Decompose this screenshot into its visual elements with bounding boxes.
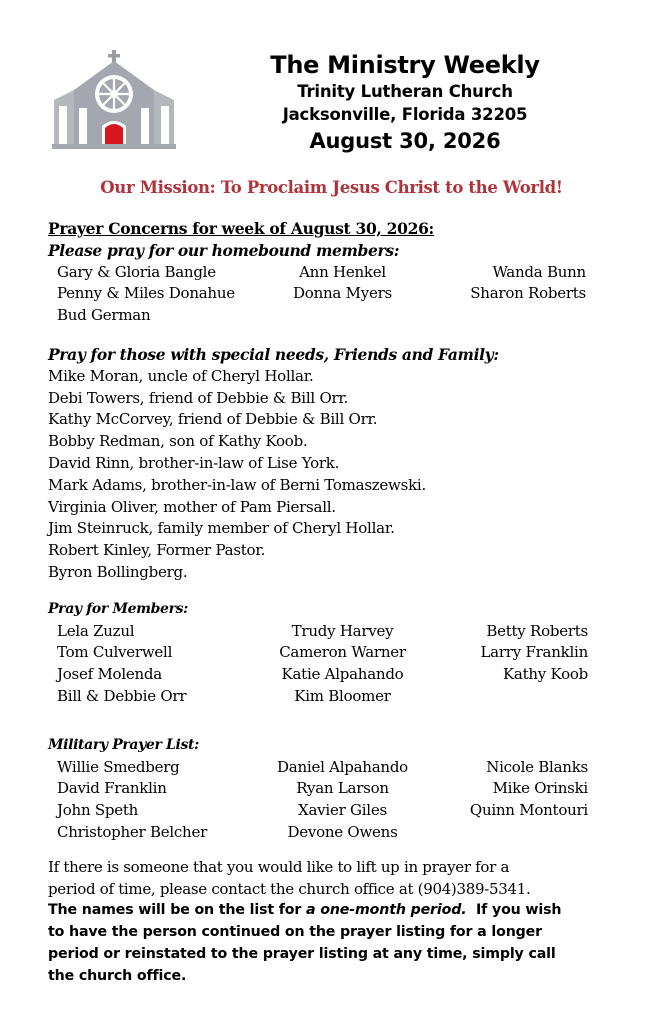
closing-line bbox=[48, 900, 628, 922]
closing-line: If there is someone that you would like to lift up in prayer for a bbox=[48, 857, 510, 876]
list-item: Wanda Bunn bbox=[492, 262, 586, 281]
special-needs-list bbox=[48, 366, 628, 584]
list-item: Bobby Redman, son of Kathy Koob. bbox=[48, 432, 308, 451]
list-item: Kim Bloomer bbox=[294, 686, 391, 705]
special-needs-heading: Pray for those with special needs, Friends and Family: bbox=[48, 344, 499, 364]
list-item: Debi Towers, friend of Debbie & Bill Orr. bbox=[48, 388, 349, 407]
homebound-list bbox=[48, 262, 628, 327]
list-item bbox=[438, 822, 628, 844]
list-item: Nicole Blanks bbox=[486, 757, 588, 776]
closing-line: the church office. bbox=[48, 967, 187, 984]
list-item: Lela Zuzul bbox=[57, 621, 135, 640]
list-item: Jim Steinruck, family member of Cheryl Hollar. bbox=[48, 519, 395, 538]
list-item: Bud German bbox=[57, 306, 151, 325]
one-month-period: a one-month period. bbox=[306, 902, 467, 919]
list-item: Larry Franklin bbox=[480, 643, 588, 662]
list-item: Devone Owens bbox=[287, 822, 398, 841]
church-location: Jacksonville, Florida 32205 bbox=[282, 105, 528, 124]
closing-text: The names will be on the list for bbox=[48, 902, 307, 919]
list-item: Christopher Belcher bbox=[57, 822, 207, 841]
newsletter-title: The Ministry Weekly bbox=[270, 51, 540, 79]
military-heading: Military Prayer List: bbox=[48, 736, 199, 753]
closing-note bbox=[48, 857, 628, 988]
members-heading: Pray for Members: bbox=[48, 600, 188, 617]
list-item: Tom Culverwell bbox=[57, 643, 173, 662]
church-logo bbox=[50, 48, 178, 150]
closing-line: period of time, please contact the church office at (904)389-5341. bbox=[48, 879, 531, 898]
list-item: John Speth bbox=[57, 801, 139, 820]
list-item: Quinn Montouri bbox=[469, 801, 588, 820]
list-item bbox=[438, 305, 628, 327]
list-item bbox=[247, 305, 437, 327]
list-item: Donna Myers bbox=[293, 284, 392, 303]
list-item: Katie Alpahando bbox=[281, 665, 404, 684]
list-item: Ann Henkel bbox=[299, 262, 386, 281]
prayer-concerns-heading: Prayer Concerns for week of August 30, 2026: bbox=[48, 219, 434, 238]
newsletter-date: August 30, 2026 bbox=[309, 129, 501, 153]
list-item: Kathy Koob bbox=[502, 665, 588, 684]
members-list bbox=[48, 621, 628, 708]
list-item: Gary & Gloria Bangle bbox=[57, 262, 216, 281]
church-name: Trinity Lutheran Church bbox=[297, 82, 513, 101]
list-item: Xavier Giles bbox=[298, 801, 387, 820]
list-item: Virginia Oliver, mother of Pam Piersall. bbox=[48, 497, 336, 516]
closing-text: If you wish bbox=[466, 902, 562, 919]
list-item: Penny & Miles Donahue bbox=[57, 284, 235, 303]
list-item: Josef Molenda bbox=[57, 665, 162, 684]
list-item: Ryan Larson bbox=[296, 779, 389, 798]
list-item: Byron Bollingberg. bbox=[48, 562, 188, 581]
church-building-icon bbox=[50, 48, 178, 150]
list-item: Cameron Warner bbox=[279, 643, 406, 662]
list-item: Sharon Roberts bbox=[470, 284, 586, 303]
list-item: David Franklin bbox=[57, 779, 167, 798]
military-list bbox=[48, 757, 628, 844]
list-item: Willie Smedberg bbox=[57, 757, 180, 776]
list-item: Mike Moran, uncle of Cheryl Hollar. bbox=[48, 366, 314, 385]
list-item: Daniel Alpahando bbox=[277, 757, 408, 776]
closing-line: to have the person continued on the prayer listing for a longer bbox=[48, 924, 542, 941]
list-item: Kathy McCorvey, friend of Debbie & Bill Orr. bbox=[48, 410, 378, 429]
list-item: Bill & Debbie Orr bbox=[57, 686, 187, 705]
list-item: Mike Orinski bbox=[492, 779, 588, 798]
list-item: David Rinn, brother-in-law of Lise York. bbox=[48, 453, 340, 472]
list-item: Robert Kinley, Former Pastor. bbox=[48, 541, 266, 560]
prayer-content bbox=[48, 218, 628, 988]
homebound-heading: Please pray for our homebound members: bbox=[48, 240, 400, 260]
closing-line: period or reinstated to the prayer listing at any time, simply call bbox=[48, 945, 556, 962]
list-item: Mark Adams, brother-in-law of Berni Tomaszewski. bbox=[48, 475, 426, 494]
newsletter-header bbox=[250, 50, 560, 155]
mission-statement: Our Mission: To Proclaim Jesus Christ to the World! bbox=[100, 178, 563, 197]
list-item bbox=[438, 686, 628, 708]
list-item: Trudy Harvey bbox=[291, 621, 394, 640]
list-item: Betty Roberts bbox=[486, 621, 588, 640]
